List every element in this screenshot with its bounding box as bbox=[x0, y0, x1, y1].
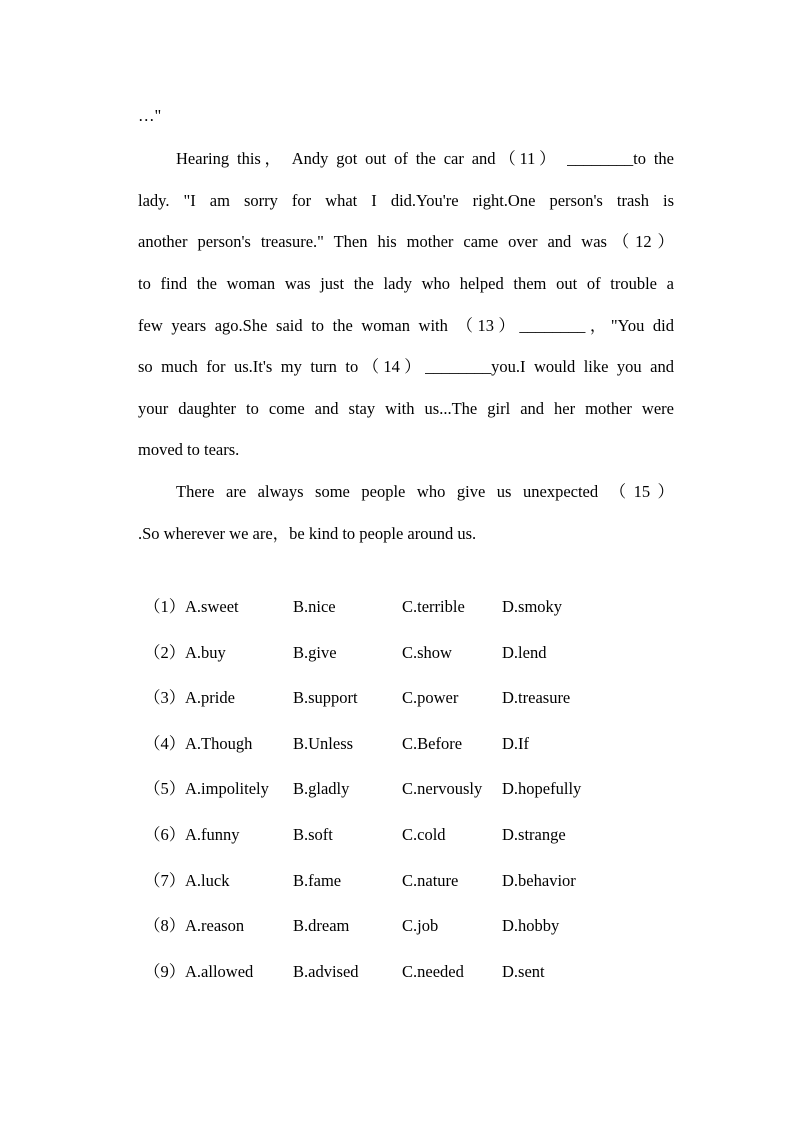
option-b: B.fame bbox=[293, 870, 342, 890]
option-row bbox=[138, 915, 658, 961]
option-d: D.hopefully bbox=[502, 779, 582, 799]
passage-line: so much for us.It's my turn to（14）________you.I would like you and bbox=[138, 357, 674, 376]
question-number: （8） bbox=[144, 916, 186, 936]
option-a: A.pride bbox=[185, 688, 235, 708]
option-row bbox=[138, 778, 658, 824]
option-row bbox=[138, 733, 658, 779]
option-d: D.treasure bbox=[502, 688, 571, 708]
option-c: C.job bbox=[402, 916, 439, 936]
passage-line: moved to tears. bbox=[138, 440, 240, 459]
options-list bbox=[138, 596, 658, 1006]
option-a: A.impolitely bbox=[185, 779, 269, 799]
option-c: C.nature bbox=[402, 870, 459, 890]
option-b: B.soft bbox=[293, 824, 333, 844]
option-row bbox=[138, 596, 658, 642]
option-d: D.hobby bbox=[502, 916, 560, 936]
option-a: A.allowed bbox=[185, 961, 254, 981]
option-d: D.behavior bbox=[502, 870, 576, 890]
passage-line: .So wherever we are，be kind to people around us. bbox=[138, 524, 477, 543]
passage-line: to find the woman was just the lady who helped them out of trouble a bbox=[138, 274, 674, 293]
option-b: B.give bbox=[293, 642, 337, 662]
passage-line: Hearing this， Andy got out of the car and（11） ________to the bbox=[176, 149, 674, 168]
option-d: D.sent bbox=[502, 961, 545, 981]
passage-line: your daughter to come and stay with us...The girl and her mother were bbox=[138, 399, 674, 418]
question-number: （6） bbox=[144, 824, 186, 844]
option-row bbox=[138, 687, 658, 733]
option-row bbox=[138, 642, 658, 688]
option-c: C.nervously bbox=[402, 779, 483, 799]
option-c: C.cold bbox=[402, 824, 446, 844]
option-d: D.If bbox=[502, 733, 530, 753]
option-d: D.smoky bbox=[502, 597, 563, 616]
option-c: C.needed bbox=[402, 961, 464, 981]
option-row bbox=[138, 961, 658, 1007]
question-number: （5） bbox=[144, 779, 186, 799]
option-a: A.reason bbox=[185, 916, 245, 936]
option-b: B.Unless bbox=[293, 733, 354, 753]
question-number: （1） bbox=[144, 597, 186, 616]
option-d: D.lend bbox=[502, 642, 547, 662]
option-row bbox=[138, 824, 658, 870]
option-b: B.advised bbox=[293, 961, 359, 981]
option-a: A.luck bbox=[185, 870, 230, 890]
passage-line: lady. "I am sorry for what I did.You're right.One person's trash is bbox=[138, 191, 674, 210]
option-c: C.show bbox=[402, 642, 452, 662]
option-c: C.terrible bbox=[402, 597, 465, 616]
option-a: A.funny bbox=[185, 824, 240, 844]
passage-line: There are always some people who give us unexpected （15） bbox=[176, 482, 674, 501]
option-b: B.gladly bbox=[293, 779, 350, 799]
passage-line-ellipsis: …" bbox=[138, 106, 162, 125]
passage-line: another person's treasure." Then his mother came over and was（12） bbox=[138, 232, 674, 251]
option-b: B.dream bbox=[293, 916, 350, 936]
option-a: A.Though bbox=[185, 733, 253, 753]
question-number: （4） bbox=[144, 733, 186, 753]
passage-line: few years ago.She said to the woman with （13）________，"You did bbox=[138, 316, 674, 335]
option-row bbox=[138, 870, 658, 916]
question-number: （3） bbox=[144, 688, 186, 708]
option-b: B.nice bbox=[293, 597, 336, 616]
question-number: （7） bbox=[144, 870, 186, 890]
question-number: （2） bbox=[144, 642, 186, 662]
option-c: C.power bbox=[402, 688, 459, 708]
option-d: D.strange bbox=[502, 824, 566, 844]
option-a: A.buy bbox=[185, 642, 226, 662]
option-b: B.support bbox=[293, 688, 358, 708]
question-number: （9） bbox=[144, 961, 186, 981]
option-c: C.Before bbox=[402, 733, 463, 753]
option-a: A.sweet bbox=[185, 597, 239, 616]
